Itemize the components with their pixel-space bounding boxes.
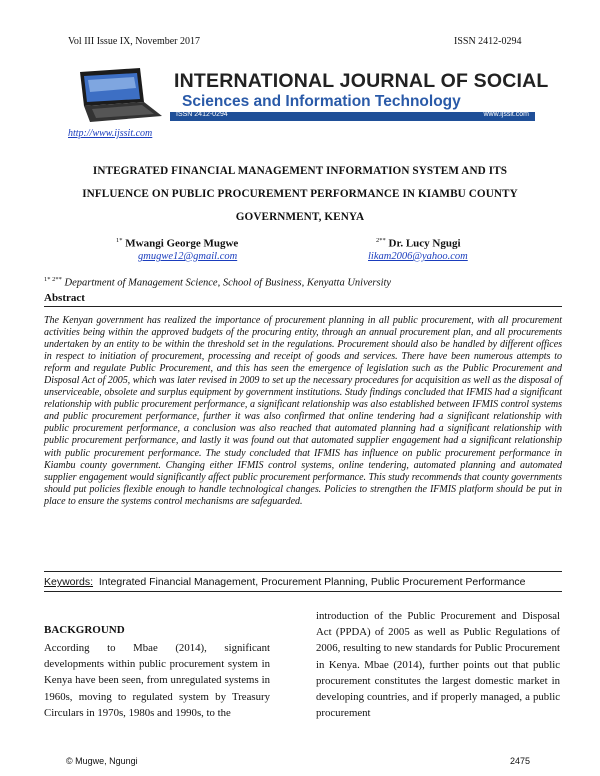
abstract-text: The Kenyan government has realized the importance of procurement planning in all public procurement, with all procurement activities being within the approved budgets of the procuring entity, through an annual procurement plan, and all procurements undertaken by an entity to be within the threshold set in the regulations. Procurement should also be handled by different offices in respect to initiation of procurement, processing and receipt of goods and services. There have been numerous attempts to reform and regulate Public Procurement, and this has seen the emergence of legislation such as the Public Procurement and Disposal Act of 2005, which was later revised in 2009 to set up the necessary procedures for acquisition as well as the disposal of unserviceable, obsolete and surplus equipment by government institutions. Study findings concluded that IFMIS had a significant relationship with public procurement performance, a significant relationship was also established between IFMIS control systems and public procurement performance, further it was also confirmed that online tendering had a significant relationship with public procurement performance, a conclusion was also reached that automated planning had a significant relationship with public procurement performance, and lastly it was found out that automated supplier engagement had a significant relationship with public procurement performance. The study concluded that IFMIS has influence on public procurement performance in Kiambu county government. Changing either IFMIS control systems, online tendering, automated planning and automated supplier engagement would significantly affect public procurement performance. This study recommends that county governments should put policies flexible enough to handle technological changes. Policies to strengthen the IFMIS platform should be put in place to ensure the systems control mechanisms are safeguarded. (44, 315, 562, 507)
title-line-3: GOVERNMENT, KENYA (235, 211, 365, 223)
paper-title (40, 160, 560, 229)
keywords-divider (44, 591, 562, 592)
header-issn: ISSN 2412-0294 (454, 36, 522, 47)
abstract-heading: Abstract (44, 292, 85, 304)
banner-title-line2: Sciences and Information Technology (182, 93, 461, 110)
banner-issn: ISSN 2412-0294 (176, 111, 228, 118)
author-1-email-link[interactable]: gmugwe12@gmail.com (138, 251, 238, 262)
affiliation-text: Department of Management Science, School of Business, Kenyatta University (64, 277, 392, 289)
author-2-name (376, 237, 461, 250)
affiliation-sup: 1* 2** (44, 276, 62, 283)
author-2-email-link[interactable]: likam2006@yahoo.com (368, 251, 468, 262)
volume-issue: Vol III Issue IX, November 2017 (68, 36, 201, 47)
background-right-column: introduction of the Public Procurement and Disposal Act (PPDA) of 2005 as well as Public Regulations of 2006, resulting to new standards for Public Procurement in Kenya. Mbae (2014), further points out that public procurement constitutes the largest domestic market in developing countries, and if properly managed, a public procurement (316, 610, 560, 720)
abstract-box (44, 306, 562, 572)
footer-copyright: © Mugwe, Ngungi (66, 756, 138, 766)
author-1-name-text: Mwangi George Mugwe (125, 237, 239, 250)
author-2-name-text: Dr. Lucy Ngugi (388, 237, 461, 250)
keywords (44, 576, 526, 588)
banner-url: www.ijssit.com (483, 111, 529, 118)
author-1-sup: 1* (116, 237, 123, 244)
banner-bar (170, 112, 535, 121)
affiliation (44, 276, 391, 289)
author-2-sup: 2** (376, 237, 386, 244)
keywords-text: Integrated Financial Management, Procurement Planning, Public Procurement Performance (98, 576, 526, 588)
journal-url-link[interactable]: http://www.ijssit.com (68, 128, 153, 139)
title-line-2: INFLUENCE ON PUBLIC PROCUREMENT PERFORMANCE IN KIAMBU COUNTY (82, 188, 518, 200)
journal-banner (70, 66, 549, 126)
footer-page-number: 2475 (510, 756, 531, 766)
title-line-1: INTEGRATED FINANCIAL MANAGEMENT INFORMATION SYSTEM AND ITS (92, 165, 508, 177)
author-1-name (116, 237, 238, 250)
keywords-label: Keywords: (44, 576, 94, 588)
banner-title-line1: INTERNATIONAL JOURNAL OF SOCIAL (174, 70, 549, 92)
laptop-logo-icon (70, 68, 166, 122)
background-left-column: According to Mbae (2014), significant developments within public procurement system in Kenya have been seen, from unregulated systems in 1960s, moving to regulated system by Treasury Circulars in 1970s, 1980s and 1990s, to the (44, 642, 270, 719)
background-heading: BACKGROUND (44, 624, 125, 636)
